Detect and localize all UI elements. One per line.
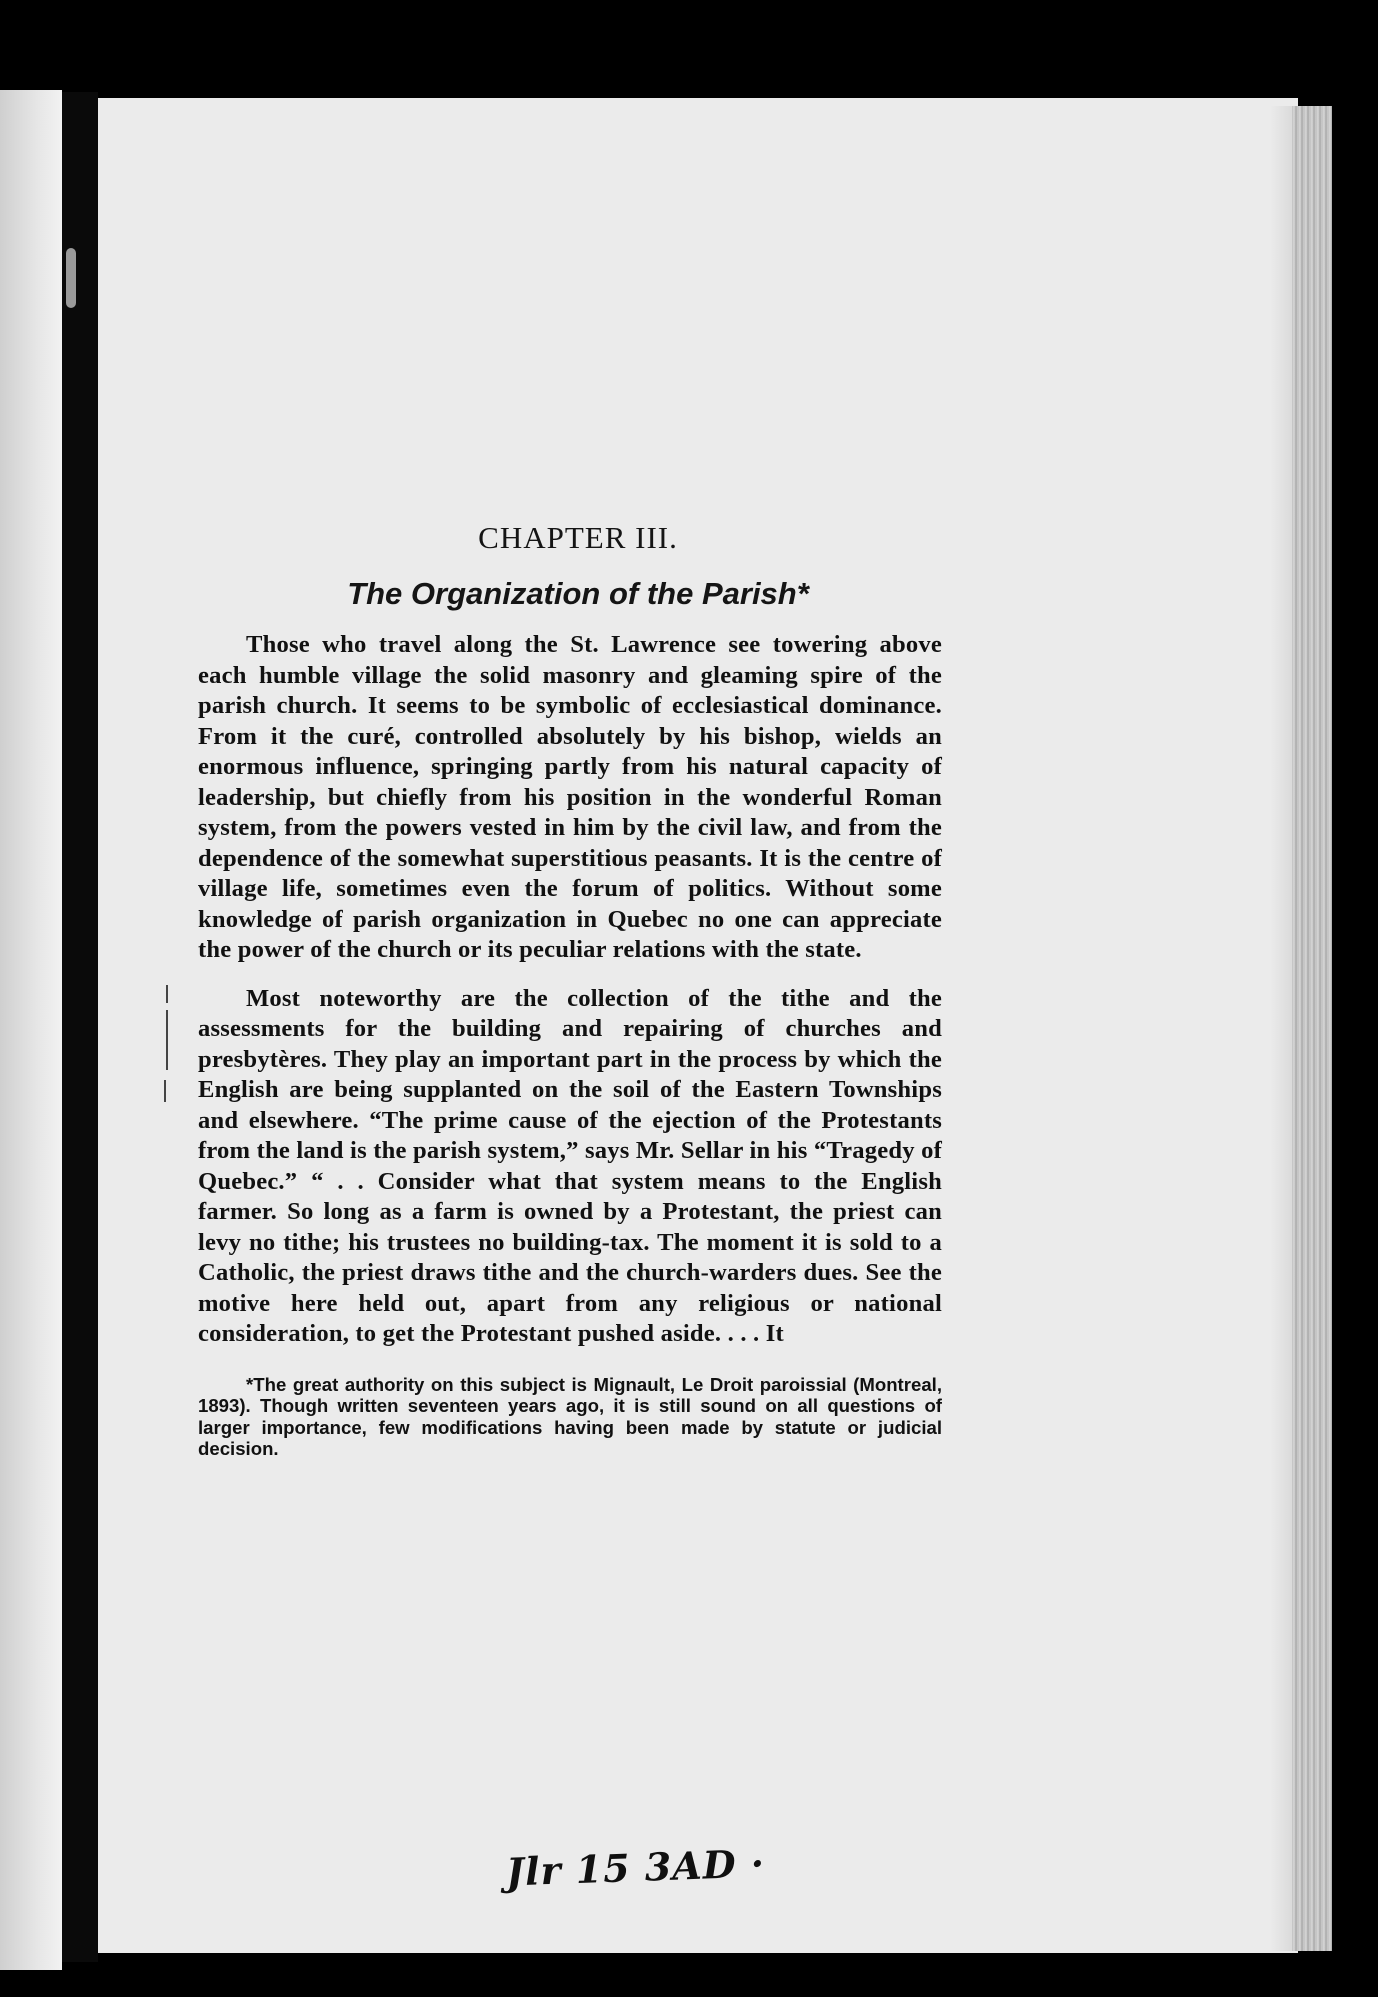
margin-pencil-mark: [164, 1080, 166, 1102]
fore-edge-shadow: [1270, 106, 1294, 1951]
handwritten-note: Jlr 15 3AD ·: [505, 1840, 766, 1895]
footnote: *The great authority on this subject is Mignault, Le Droit paroissial (Montreal, 1893). Though written seventeen years ago, it is still sound on all questions of larger importance, few modifications having been made by statute or judicial decision.: [198, 1373, 942, 1459]
book-gutter: [62, 92, 98, 1962]
chapter-title: The Organization of the Parish*: [347, 576, 809, 611]
body-paragraph-1: Those who travel along the St. Lawrence see towering above each humble village the solid masonry and gleaming spire of the parish church. It seems to be symbolic of ecclesiastical dominance. From it the curé, controlled absolutely by his bishop, wields an enormous influence, springing partly from his natural capacity of leadership, but chiefly from his position in the wonderful Roman system, from the powers vested in him by the civil law, and from the dependence of the somewhat superstitious peasants. It is the centre of village life, sometimes even the forum of politics. Without some knowledge of parish organization in Quebec no one can appreciate the power of the church or its peculiar relations with the state.: [198, 631, 942, 963]
page-content: [198, 520, 942, 1460]
margin-pencil-mark: [166, 985, 168, 1003]
margin-pencil-mark: [166, 1010, 168, 1070]
chapter-heading: CHAPTER III.: [478, 520, 678, 555]
page-fore-edge: [1292, 106, 1332, 1951]
gutter-mark: [66, 248, 76, 308]
left-facing-page-edge: [0, 90, 62, 1970]
body-paragraph-2: Most noteworthy are the collection of the tithe and the assessments for the building and repairing of churches and presbytères. They play an important part in the process by which the English are being supplanted on the soil of the Eastern Townships and elsewhere. “The prime cause of the ejection of the Protestants from the land is the parish system,” says Mr. Sellar in his “Tragedy of Quebec.” “ . . Consider what that system means to the English farmer. So long as a farm is owned by a Protestant, the priest can levy no tithe; his trustees no building-tax. The moment it is sold to a Catholic, the priest draws tithe and the church-warders dues. See the motive here held out, apart from any religious or national consideration, to get the Protestant pushed aside. . . . It: [198, 984, 942, 1347]
